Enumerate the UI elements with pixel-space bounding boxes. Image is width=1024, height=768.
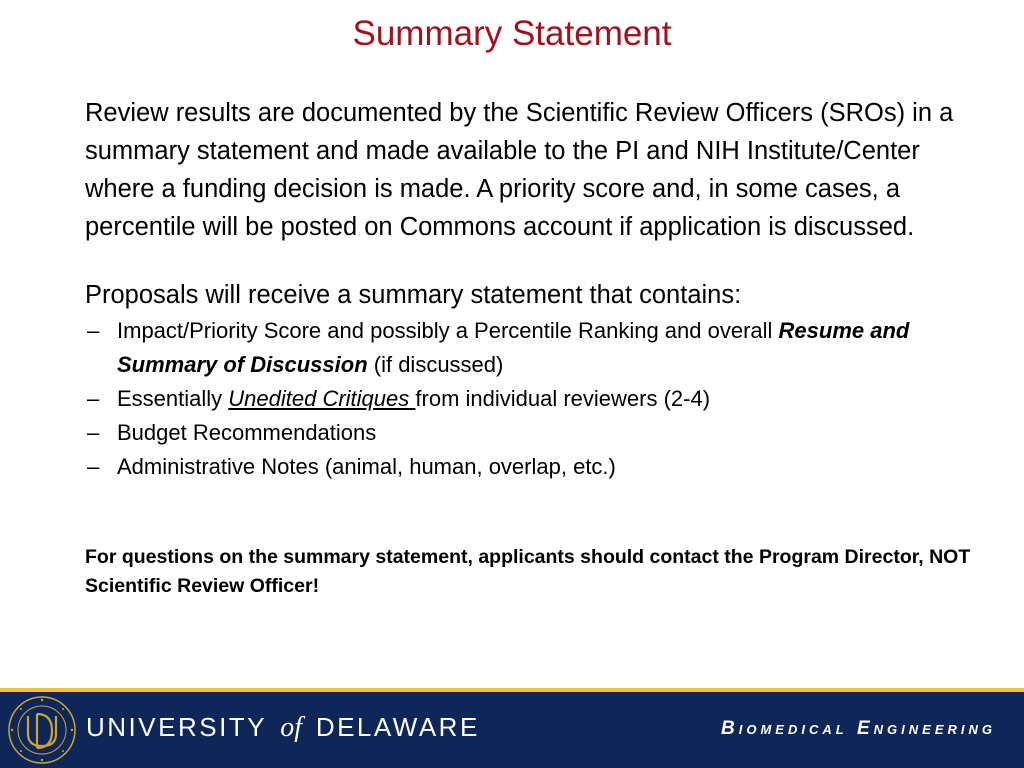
slide-body <box>85 94 990 484</box>
wordmark-of: of <box>280 712 303 743</box>
list-item-text-suffix: (if discussed) <box>367 352 504 377</box>
paragraph-review-results: Review results are documented by the Scientific Review Officers (SROs) in a summary statement and made available to the PI and NIH Institute/Center where a funding decision is made. A priority score and, in some cases, a percentile will be posted on Commons account if application is discussed. <box>85 99 954 241</box>
list-item <box>85 382 990 416</box>
list-item <box>85 450 990 484</box>
list-item <box>85 416 990 450</box>
list-item <box>85 314 990 382</box>
university-wordmark <box>86 712 480 744</box>
wordmark-delaware: DELAWARE <box>315 712 480 742</box>
list-item-emphasis: Unedited Critiques <box>228 386 416 411</box>
dash-bullet: – <box>87 318 100 343</box>
contents-list <box>85 314 990 484</box>
footer-bar <box>0 688 1024 768</box>
list-item-text: Essentially <box>117 386 229 411</box>
list-item-emphasis: Resume and Summary of Discussion <box>117 318 910 377</box>
wordmark-university: UNIVERSITY <box>86 712 267 742</box>
paragraph-proposals: Proposals will receive a summary statement that contains: <box>85 281 742 309</box>
list-item-text: Administrative Notes (animal, human, overlap, etc.) <box>117 454 616 479</box>
list-item-text-suffix: from individual reviewers (2-4) <box>415 386 711 411</box>
dash-bullet: – <box>87 420 100 445</box>
list-item-text: Impact/Priority Score and possibly a Percentile Ranking and overall <box>117 318 779 343</box>
slide-title: Summary Statement <box>352 14 672 53</box>
university-seal-icon <box>6 694 78 766</box>
list-item-text: Budget Recommendations <box>117 420 377 445</box>
department-name: Biomedical Engineering <box>721 718 996 739</box>
dash-bullet: – <box>87 454 100 479</box>
dash-bullet: – <box>87 386 100 411</box>
contact-note: For questions on the summary statement, applicants should contact the Program Director, NOT Scientific Review Officer! <box>85 546 971 597</box>
